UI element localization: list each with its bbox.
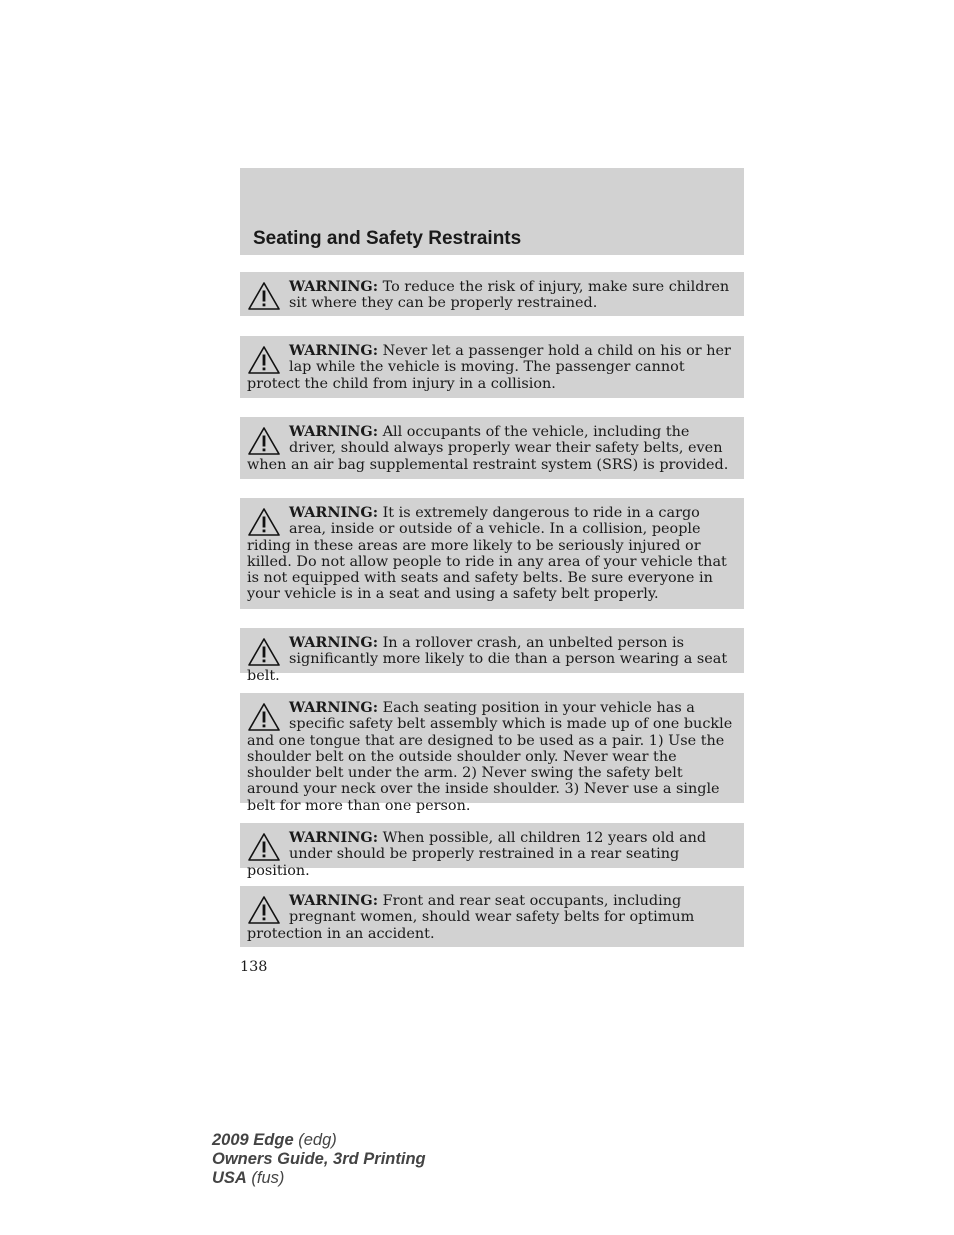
- warning-label: WARNING:: [289, 634, 379, 651]
- warning-triangle-icon: [247, 507, 281, 537]
- warning-label: WARNING:: [289, 342, 379, 359]
- warning-box: [240, 886, 744, 947]
- warning-triangle-icon: [247, 895, 281, 925]
- warning-text: All occupants of the vehicle, including the driver, should always properly wear their safety belts, even when an air bag supplemental restraint system (SRS) is provided.: [247, 424, 729, 473]
- warning-box: [240, 336, 744, 398]
- warning-label: WARNING:: [289, 892, 379, 909]
- warning-text: To reduce the risk of injury, make sure children sit where they can be properly restrained.: [289, 279, 730, 312]
- warning-triangle-icon: [247, 832, 281, 862]
- document-footer: [212, 1131, 426, 1188]
- warning-text: In a rollover crash, an unbelted person is significantly more likely to die than a person wearing a seat belt.: [247, 635, 728, 684]
- warning-triangle-icon: [247, 702, 281, 732]
- warning-label: WARNING:: [289, 423, 379, 440]
- warning-box: [240, 417, 744, 479]
- warning-text: Each seating position in your vehicle has a specific safety belt assembly which is made up of one buckle and one tongue that are designed to be used as a pair. 1) Use the shoulder belt on the outside shoulder only. Never wear the shoulder belt under the arm. 2) Never swing the safety belt around your neck over the inside shoulder. 3) Never use a single belt for more than one person.: [247, 700, 733, 814]
- warning-triangle-icon: [247, 426, 281, 456]
- footer-line-1: 2009 Edge (edg): [212, 1131, 337, 1149]
- warning-label: WARNING:: [289, 829, 379, 846]
- warning-text: Front and rear seat occupants, including pregnant women, should wear safety belts for optimum protection in an accident.: [247, 893, 695, 942]
- page-number: 138: [240, 959, 268, 975]
- warning-label: WARNING:: [289, 278, 379, 295]
- warning-label: WARNING:: [289, 699, 379, 716]
- warning-box: [240, 823, 744, 879]
- warning-text: Never let a passenger hold a child on his or her lap while the vehicle is moving. The passenger cannot protect the child from injury in a collision.: [247, 343, 731, 392]
- warning-box: [240, 628, 744, 684]
- warning-box: [240, 693, 744, 814]
- warning-box: [240, 498, 744, 609]
- section-title: Seating and Safety Restraints: [253, 228, 522, 249]
- warning-text: When possible, all children 12 years old and under should be properly restrained in a rear seating position.: [247, 830, 707, 879]
- warning-triangle-icon: [247, 345, 281, 375]
- warning-triangle-icon: [247, 637, 281, 667]
- footer-line-2: Owners Guide, 3rd Printing: [212, 1150, 426, 1168]
- warning-triangle-icon: [247, 281, 281, 311]
- warning-label: WARNING:: [289, 504, 379, 521]
- section-header: [240, 168, 744, 255]
- warning-text: It is extremely dangerous to ride in a cargo area, inside or outside of a vehicle. In a collision, people riding in these areas are more likely to be seriously injured or killed. Do not allow people to ride in any area of your vehicle that is not equipped with seats and safety belts. Be sure everyone in your vehicle is in a seat and using a safety belt properly.: [247, 505, 727, 603]
- warning-box: [240, 272, 744, 316]
- footer-line-3: USA (fus): [212, 1169, 285, 1187]
